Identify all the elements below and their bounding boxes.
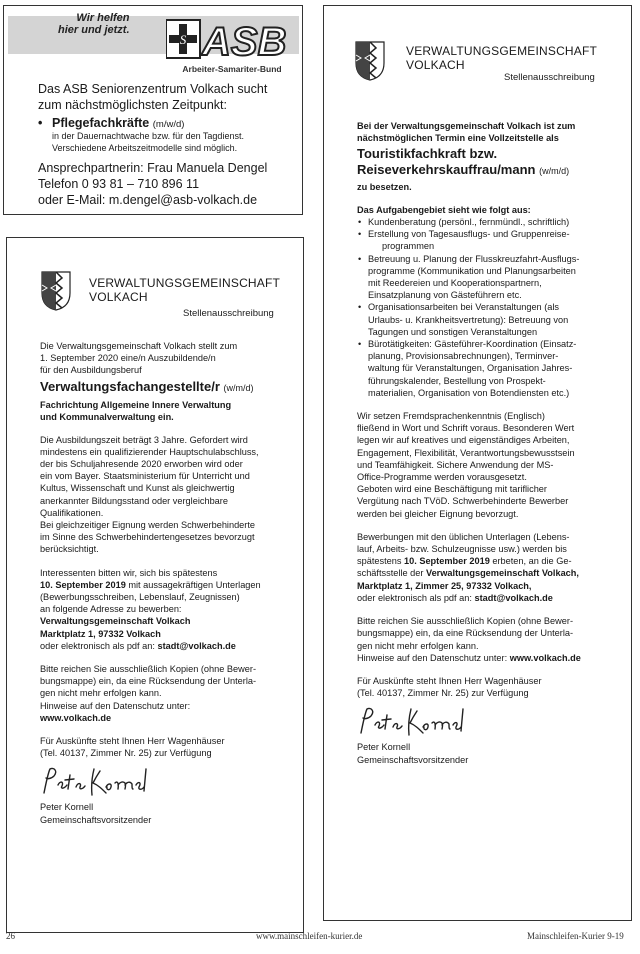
footer-issue: Mainschleifen-Kurier 9-19 <box>527 931 624 941</box>
right-ad-email-link[interactable]: stadt@volkach.de <box>474 592 553 603</box>
ad-type-label: Stellenausschreibung <box>183 308 274 319</box>
list-item: • Kundenberatung (persönl., fernmündl., schriftlich) <box>357 216 629 228</box>
job-title-line2: Reiseverkehrskauffrau/mann (w/m/d) <box>357 162 570 177</box>
asb-body: Das ASB Seniorenzentrum Volkach sucht zum nächstmöglichsten Zeitpunkt: • Pflegefachkräfte (m/w/d) in der Dauernachtwache bzw. für den Tagdienst. Verschiedene Arbeitszeitmodelle sind möglich. Ansprechpartnerin: Frau Manuela Dengel Telefon 0 93 81 – 710 896 11 oder E-Mail: m.dengel@asb-volkach.de <box>38 81 300 208</box>
ad-type-label: Stellenausschreibung <box>504 72 595 83</box>
volkach-crest-icon <box>355 41 385 81</box>
vg-volkach-ad-apprenticeship <box>6 237 304 933</box>
org-name: VERWALTUNGSGEMEINSCHAFT VOLKACH <box>406 44 598 72</box>
list-item: • Organisationsarbeiten bei Veranstaltungen (als Urlaubs- u. Krankheitsvertretung): Betreuung von Tagungen und sonstigen Veranstaltungen <box>357 301 629 338</box>
footer-website[interactable]: www.mainschleifen-kurier.de <box>256 931 363 941</box>
svg-text:ASB: ASB <box>202 20 286 62</box>
asb-position-note: in der Dauernachtwache bzw. für den Tagdienst. Verschiedene Arbeitszeitmodelle sind möglich. <box>52 131 244 153</box>
left-ad-website-link[interactable]: www.volkach.de <box>40 712 112 723</box>
right-ad-body: Bei der Verwaltungsgemeinschaft Volkach ist zum nächstmöglichen Termin eine Vollzeitstelle als Touristikfachkraft bzw. Reiseverkehrskauffrau/mann (w/m/d) zu besetzen. Das Aufgabengebiet sieht wie folgt aus: • Kundenberatung (persönl., fernmündl., schriftlich) • Erstellung von Tagesausflugs- und Gruppenreise- programmen • Betreuung u. Planung der Flusskreuzfahrt-Ausflugs- programme (Kommunikation und Planungsarbeiten mit Reedereien und Kooperationspartnern, Einsatzplanung von Gästeführern etc. • Organisationsarbeiten bei Veranstaltungen (als Urlaubs- u. Krankheitsvertretung): Betreuung von Tagungen und sonstigen Veranstaltungen • Bürotätigkeiten: Gästeführer-Koordination (Einsatz- planung, Provisionsabrechnungen), Terminver- waltung für Veranstaltungen, Organisation Jahres- führungskalender, Bestellung von Prospekt- materialien, Organisation von Botendiensten etc.) Wir setzen Fremdsprachenkenntnis (Englisch) fließend in Wort und Schrift voraus. Besonderen Wert legen wir auf kreatives und eigenständiges Arbeiten, Engagement, Flexibilität, Verantwortungsbewusstsein und Teamfähigkeit. Sichere Anwendung der MS- Office-Programme werden vorausgesetzt. Geboten wird eine Beschäftigung mit tariflicher Vergütung nach TVöD. Schwerbehinderte Bewerber werden bei gleicher Eignung bevorzugt. Bewerbungen mit den üblichen Unterlagen (Lebens- lauf, Arbeits- bzw. Schulzeugnisse usw.) werden bis spätestens 10. September 2019 erbeten, an die Ge- schäftsstelle der Verwaltungsgemeinschaft Volkach, Marktplatz 1, Zimmer 25, 97332 Volkach, oder elektronisch als pdf an: stadt@volkach.de Bitte reichen Sie ausschließlich Kopien (ohne Bewer- bungsmappe) ein, da eine Rücksendung der Unterla- gen nicht mehr erfolgen kann. Hinweise auf den Datenschutz unter: www.volkach.de Für Auskünfte steht Ihnen Herr Wagenhäuser (Tel. 40137, Zimmer Nr. 25) zur Verfügung Peter Kornell Gemeinschaftsvorsitzender <box>357 120 629 766</box>
asb-slogan: Wir helfen hier und jetzt. <box>58 12 130 36</box>
left-ad-body: Die Verwaltungsgemeinschaft Volkach stellt zum 1. September 2020 eine/n Auszubildende/n für den Ausbildungsberuf Verwaltungsfachangestellte/r (w/m/d) Fachrichtung Allgemeine Innere Verwaltung und Kommunalverwaltung ein. Die Ausbildungszeit beträgt 3 Jahre. Gefordert wird mindestens ein qualifizierender Hauptschulabschluss, der bis Schuljahresende 2020 erworben wird oder ein vom Bayer. Staatsministerium für Unterricht und Kultus, Wissenschaft und Kunst als gleichwertig anerkannter Bildungsstand oder vergleichbare Qualifikationen. Bei gleichzeitiger Eignung werden Schwerbehinderte im Sinne des Schwerbehindertengesetzes bevorzugt berücksichtigt. Interessenten bitten wir, sich bis spätestens 10. September 2019 mit aussagekräftigen Unterlagen (Bewerbungsschreiben, Lebenslauf, Zeugnissen) an folgende Adresse zu bewerben: Verwaltungsgemeinschaft Volkach Marktplatz 1, 97332 Volkach oder elektronisch als pdf an: stadt@volkach.de Bitte reichen Sie ausschließlich Kopien (ohne Bewer- bungsmappe) ein, da eine Rücksendung der Unterla- gen nicht mehr erfolgen kann. Hinweise auf den Datenschutz unter: www.volkach.de Für Auskünfte steht Ihnen Herr Wagenhäuser (Tel. 40137, Zimmer Nr. 25) zur Verfügung Peter Kornell Gemeinschaftsvorsitzender <box>40 340 302 826</box>
org-name: VERWALTUNGSGEMEINSCHAFT VOLKACH <box>89 276 281 304</box>
asb-logo-icon <box>166 16 286 62</box>
list-item: • Betreuung u. Planung der Flusskreuzfahrt-Ausflugs- programme (Kommunikation und Planungsarbeiten mit Reedereien und Kooperationspartnern, Einsatzplanung von Gästeführern etc. <box>357 253 629 302</box>
volkach-crest-icon <box>41 271 71 311</box>
signature-image <box>357 705 467 739</box>
list-item: • Bürotätigkeiten: Gästeführer-Koordination (Einsatz- planung, Provisionsabrechnungen), Terminver- waltung für Veranstaltungen, Organisation Jahres- führungskalender, Bestellung von Prospekt- materialien, Organisation von Botendiensten etc.) <box>357 338 629 399</box>
asb-contact-email[interactable]: oder E-Mail: m.dengel@asb-volkach.de <box>38 193 258 207</box>
job-title: Verwaltungsfachangestellte/r (w/m/d) <box>40 378 254 394</box>
vg-volkach-ad-tourism <box>323 5 632 921</box>
page-number: 26 <box>6 931 15 941</box>
asb-logo-subtitle: Arbeiter-Samariter-Bund <box>182 64 282 74</box>
job-title-line1: Touristikfachkraft bzw. <box>357 146 498 161</box>
signature-image <box>40 765 150 799</box>
svg-text:S: S <box>179 32 187 47</box>
asb-contact: Ansprechpartnerin: Frau Manuela Dengel Telefon 0 93 81 – 710 896 11 oder E-Mail: m.dengel@asb-volkach.de <box>38 160 300 208</box>
left-ad-email-link[interactable]: stadt@volkach.de <box>157 640 236 651</box>
asb-position: • Pflegefachkräfte (m/w/d) <box>38 116 300 130</box>
task-list <box>357 216 629 399</box>
list-item: • Erstellung von Tagesausflugs- und Gruppenreise- programmen <box>357 228 629 252</box>
right-ad-website-link[interactable]: www.volkach.de <box>509 652 581 663</box>
asb-ad <box>3 5 303 215</box>
